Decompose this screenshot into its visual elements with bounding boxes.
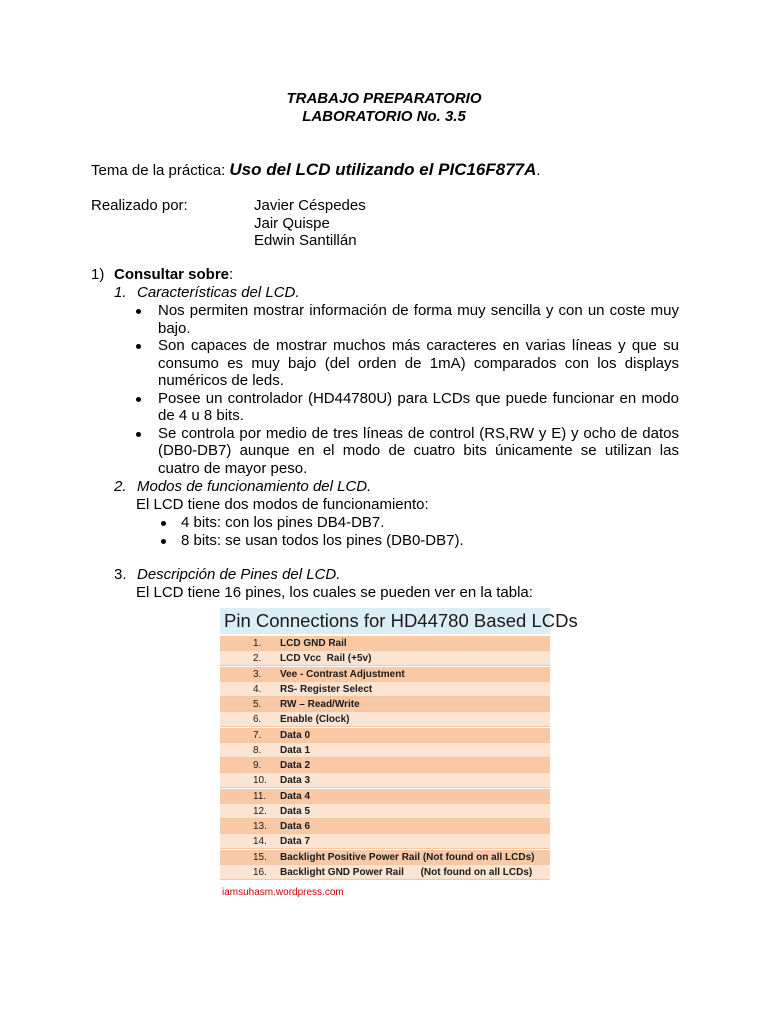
table-row <box>220 682 550 697</box>
pin-number: 6. <box>253 714 262 726</box>
pin-label: Vee - Contrast Adjustment <box>280 668 405 680</box>
table-row <box>220 712 550 727</box>
list-item: 8 bits: se usan todos los pines (DB0-DB7). <box>156 532 464 550</box>
table-row <box>220 697 550 712</box>
pin-number: 15. <box>253 851 267 863</box>
table-row <box>220 773 550 788</box>
pin-label: Data 0 <box>280 729 311 741</box>
pin-label: Backlight GND Power Rail (Not found on all LCDs) <box>280 866 533 878</box>
pin-number: 14. <box>253 836 267 848</box>
pin-label: Data 6 <box>280 821 311 832</box>
author-name: Edwin Santillán <box>254 232 357 249</box>
list-item: Nos permiten mostrar información de forma muy sencilla y con un coste muy bajo. <box>131 302 679 337</box>
pin-connections-table <box>220 608 578 882</box>
pin-number: 10. <box>253 775 267 787</box>
realizado-label: Realizado por: <box>91 197 188 214</box>
subsection-number: 1. <box>114 284 127 301</box>
subsection-number: 2. <box>114 478 127 495</box>
subsection-title: Características del LCD. <box>137 284 300 301</box>
list-item: Son capaces de mostrar muchos más caracteres en varias líneas y que su consumo es muy bajo (del orden de 1mA) comparados con los displays numéricos de leds. <box>131 337 679 390</box>
pin-number: 8. <box>253 744 262 756</box>
pin-number: 9. <box>253 760 262 771</box>
pin-number: 11. <box>253 790 267 802</box>
doc-title-line2: LABORATORIO No. 3.5 <box>302 108 466 125</box>
author-list <box>254 197 366 250</box>
pin-label: Enable (Clock) <box>280 714 350 726</box>
table-row <box>220 819 550 834</box>
table-row <box>220 850 550 865</box>
section1-title-text: Consultar sobre <box>114 266 230 283</box>
section1-number: 1) <box>91 266 105 283</box>
table-row <box>220 667 550 682</box>
subsection-title: Modos de funcionamiento del LCD. <box>137 478 372 495</box>
pin-label: LCD Vcc Rail (+5v) <box>280 653 372 665</box>
pin-label: Data 3 <box>280 775 311 787</box>
lcd-characteristics-list <box>131 302 679 477</box>
list-item: 4 bits: con los pines DB4-DB7. <box>156 514 464 532</box>
list-item: Posee un controlador (HD44780U) para LCDs que puede funcionar en modo de 4 u 8 bits. <box>131 390 679 425</box>
subsection-number: 3. <box>114 566 127 583</box>
tema-line <box>91 160 541 180</box>
pin-label: Data 1 <box>280 744 311 756</box>
subsection-title: Descripción de Pines del LCD. <box>137 566 341 583</box>
table-row <box>220 651 550 666</box>
modes-intro: El LCD tiene dos modos de funcionamiento: <box>136 496 429 513</box>
pin-label: Data 7 <box>280 836 311 848</box>
image-credit: iamsuhasm.wordpress.com <box>222 887 344 898</box>
pin-number: 12. <box>253 805 267 817</box>
subsection-1-heading <box>114 284 300 301</box>
pin-number: 5. <box>253 699 262 710</box>
author-name: Jair Quispe <box>254 214 330 232</box>
tema-value: Uso del LCD utilizando el PIC16F877A <box>229 160 537 179</box>
table-row <box>220 789 550 804</box>
pin-label: Data 2 <box>280 760 311 771</box>
pin-table-title: Pin Connections for HD44780 Based LCDs <box>220 608 550 634</box>
tema-label: Tema de la práctica: <box>91 162 230 179</box>
table-row <box>220 758 550 773</box>
table-row <box>220 834 550 849</box>
pin-label: Data 5 <box>280 805 311 817</box>
pin-number: 3. <box>253 668 262 680</box>
list-item: Se controla por medio de tres líneas de control (RS,RW y E) y ocho de datos (DB0-DB7) aunque en el modo de cuatro bits únicamente se utilizan las cuatro de mayor peso. <box>131 425 679 478</box>
pin-number: 2. <box>253 653 262 665</box>
tema-suffix: . <box>536 162 541 179</box>
pin-label: Data 4 <box>280 790 311 802</box>
subsection-2-heading <box>114 478 371 495</box>
pin-label: LCD GND Rail <box>280 638 347 649</box>
author-name: Javier Céspedes <box>254 197 366 214</box>
section1-colon: : <box>229 266 234 283</box>
doc-title-line1: TRABAJO PREPARATORIO <box>286 90 482 107</box>
pin-label: RW – Read/Write <box>280 699 360 710</box>
pin-label: Backlight Positive Power Rail (Not found on all LCDs) <box>280 851 535 863</box>
pin-label: RS- Register Select <box>280 683 373 695</box>
pin-number: 1. <box>253 638 262 649</box>
subsection-3-heading <box>114 566 340 583</box>
table-row <box>220 728 550 743</box>
section1-title <box>114 266 233 283</box>
table-row <box>220 743 550 758</box>
table-row <box>220 865 550 880</box>
pin-number: 16. <box>253 866 267 878</box>
pin-number: 4. <box>253 683 262 695</box>
modes-list <box>156 514 464 549</box>
pins-intro: El LCD tiene 16 pines, los cuales se pueden ver en la tabla: <box>136 584 533 601</box>
pin-number: 7. <box>253 729 262 741</box>
table-row <box>220 636 550 651</box>
pin-number: 13. <box>253 821 267 832</box>
table-row <box>220 804 550 819</box>
